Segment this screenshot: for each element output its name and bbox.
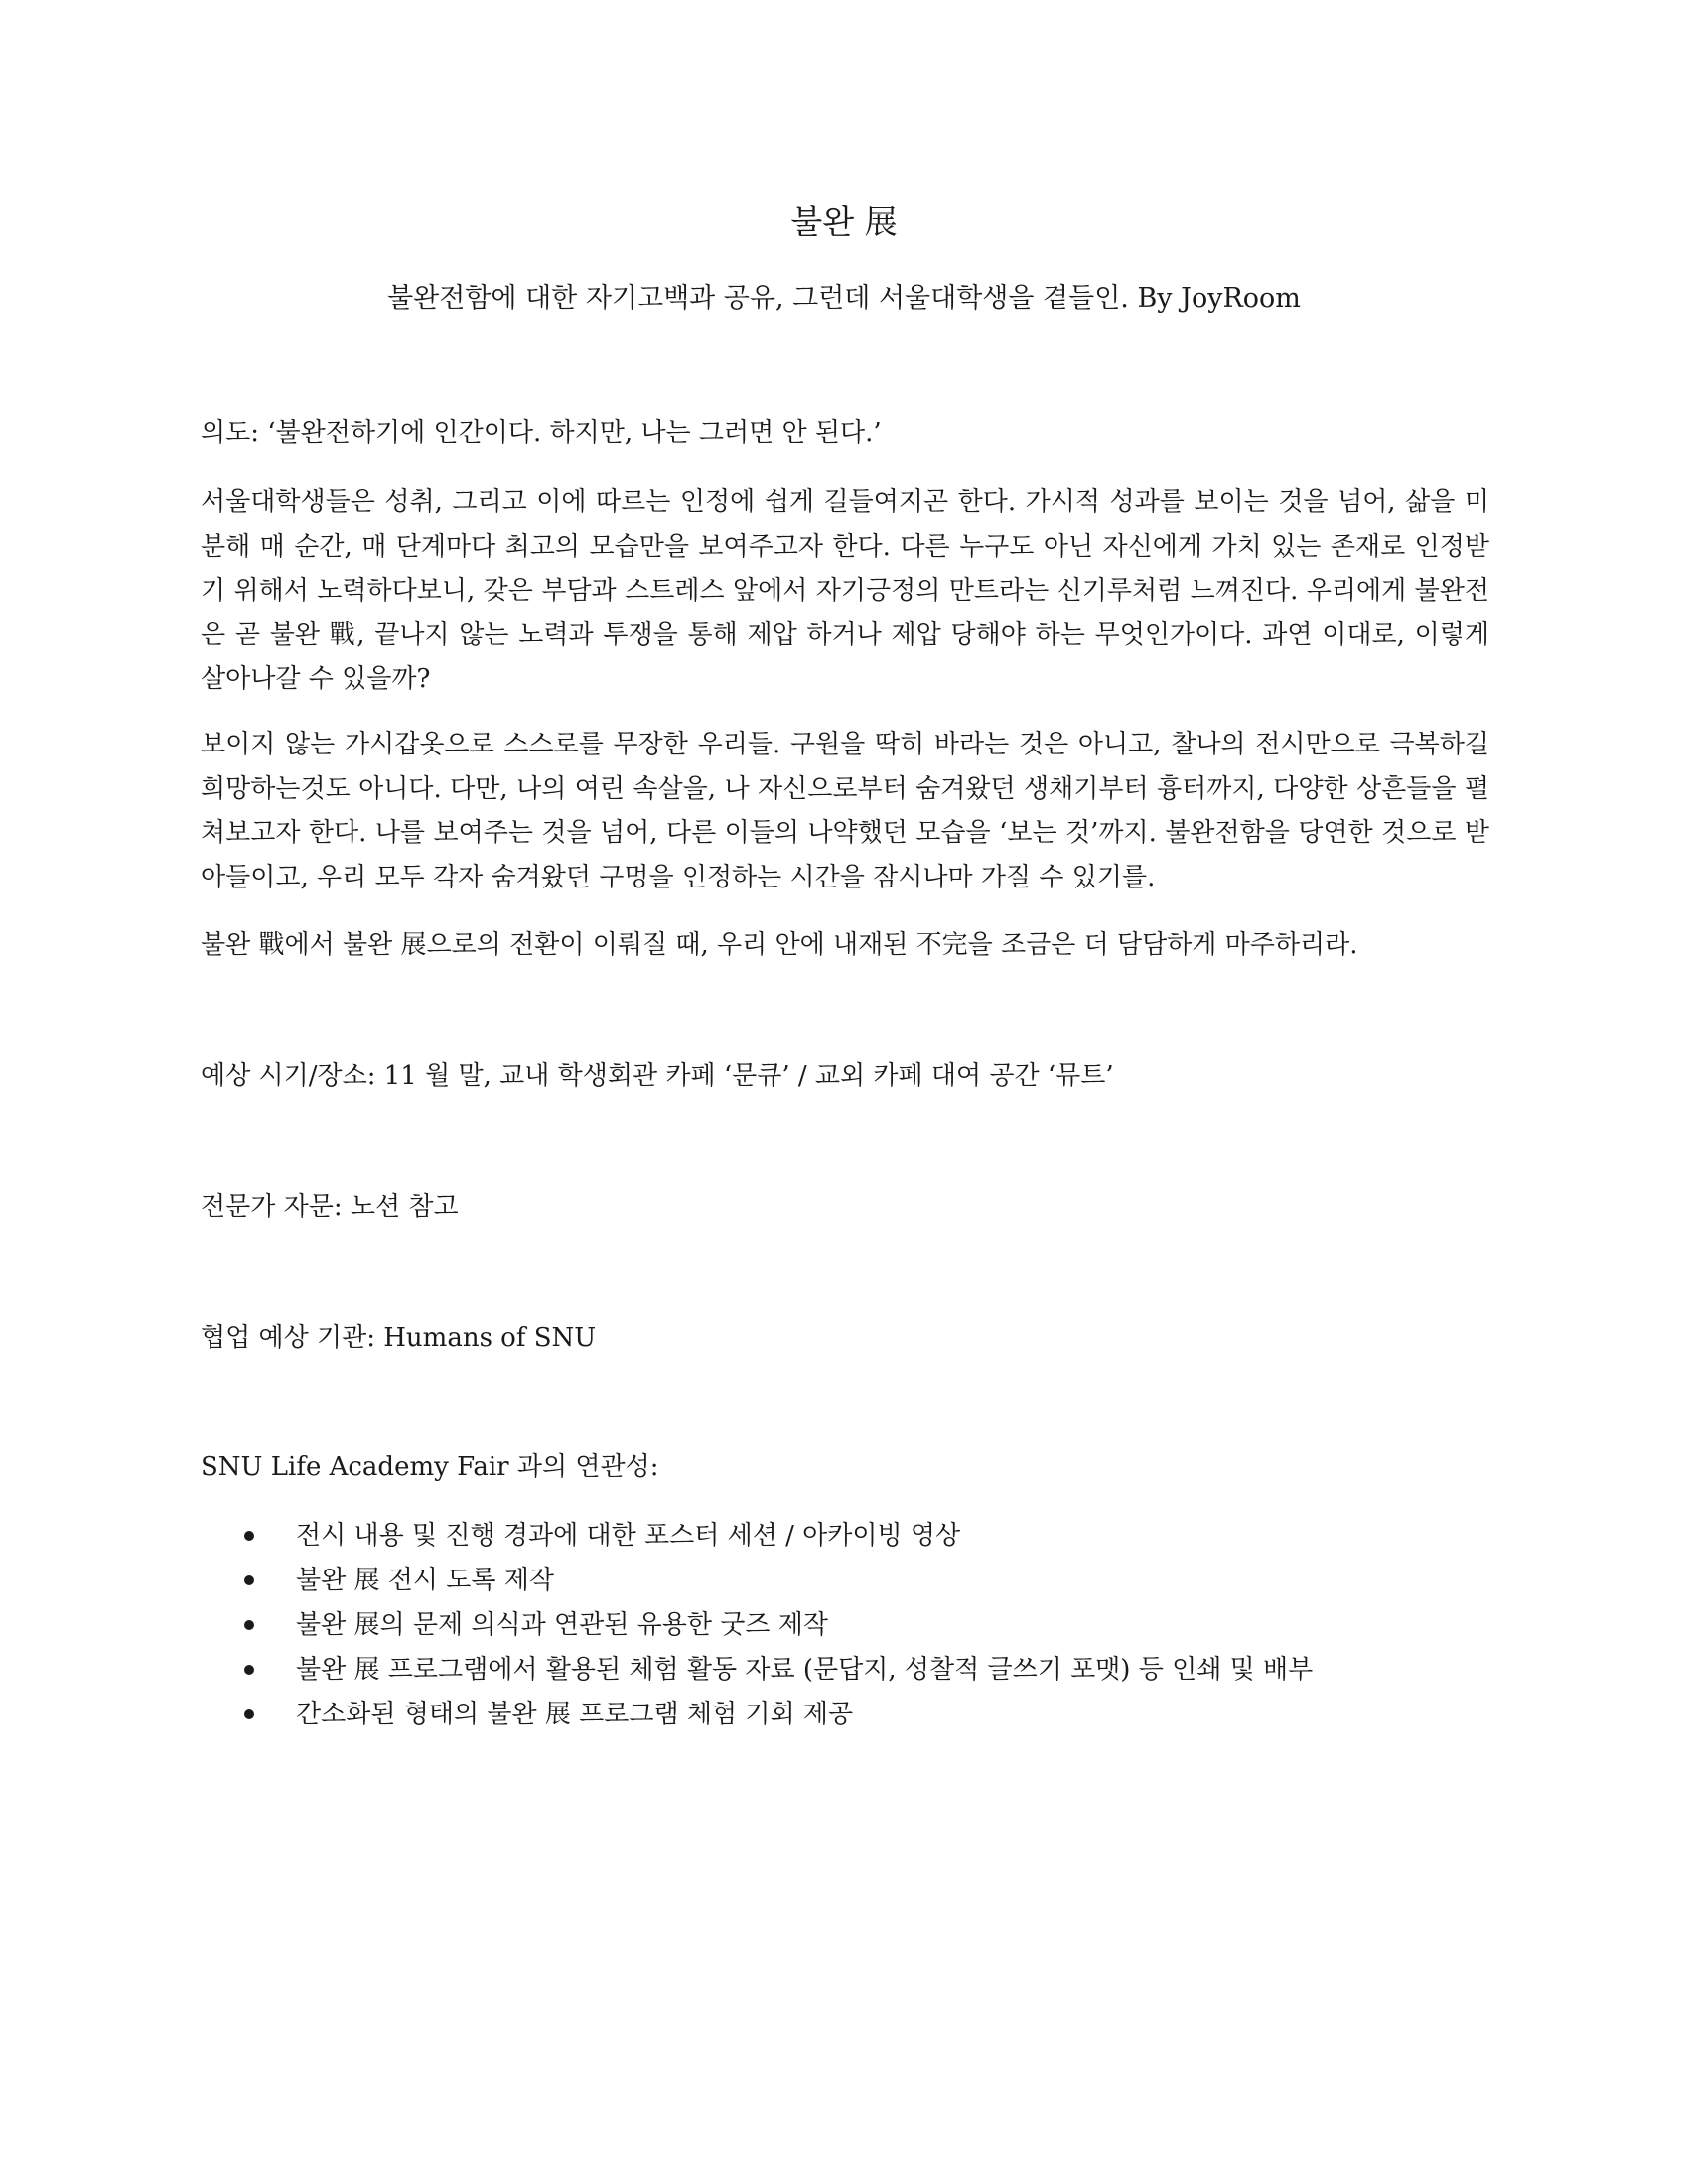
relevance-list (238, 1514, 1479, 1737)
paragraph-1: 서울대학생들은 성취, 그리고 이에 따르는 인정에 쉽게 길들여지곤 한다. 가시적 성과를 보이는 것을 넘어, 삶을 미분해 매 순간, 매 단계마다 최고의 모습만을 보여주고자 한다. 다른 누구도 아닌 자신에게 가치 있는 존재로 인정받기 위해서 노력하다보니, 갖은 부담과 스트레스 앞에서 자기긍정의 만트라는 신기루처럼 느껴진다. 우리에게 불완전은 곧 불완 戰, 끝나지 않는 노력과 투쟁을 통해 제압 하거나 제압 당해야 하는 무엇인가이다. 과연 이대로, 이렇게 살아나갈 수 있을까? (201, 487, 1489, 694)
list-item-text: 불완 展 프로그램에서 활용된 체험 활동 자료 (문답지, 성찰적 글쓰기 포맷) 등 인쇄 및 배부 (296, 1655, 1314, 1685)
list-item-text: 불완 展의 문제 의식과 연관된 유용한 굿즈 제작 (296, 1610, 828, 1640)
schedule-line: 예상 시기/장소: 11 월 말, 교내 학생회관 카페 ‘문큐’ / 교외 카페 대여 공간 ‘뮤트’ (201, 1061, 1114, 1091)
list-item (238, 1693, 1479, 1737)
document-title: 불완 展 (790, 203, 898, 241)
list-item-text: 간소화된 형태의 불완 展 프로그램 체험 기회 제공 (296, 1700, 854, 1729)
document-subtitle: 불완전함에 대한 자기고백과 공유, 그런데 서울대학생을 곁들인. By JoyRoom (387, 283, 1301, 314)
list-item (238, 1514, 1479, 1559)
bullet-icon (244, 1665, 254, 1675)
bullet-icon (244, 1620, 254, 1630)
list-item (238, 1603, 1479, 1648)
list-item-text: 전시 내용 및 진행 경과에 대한 포스터 세션 / 아카이빙 영상 (296, 1521, 961, 1551)
list-item (238, 1559, 1479, 1603)
relevance-heading: SNU Life Academy Fair 과의 연관성: (201, 1452, 659, 1482)
bullet-icon (244, 1575, 254, 1585)
expert-line: 전문가 자문: 노션 참고 (201, 1192, 459, 1222)
paragraph-2: 보이지 않는 가시갑옷으로 스스로를 무장한 우리들. 구원을 딱히 바라는 것은 아니고, 찰나의 전시만으로 극복하길 희망하는것도 아니다. 다만, 나의 여린 속살을, 나 자신으로부터 숨겨왔던 생채기부터 흉터까지, 다양한 상흔들을 펼쳐보고자 한다. 나를 보여주는 것을 넘어, 다른 이들의 나약했던 모습을 ‘보는 것’까지. 불완전함을 당연한 것으로 받아들이고, 우리 모두 각자 숨겨왔던 구멍을 인정하는 시간을 잠시나마 가질 수 있기를. (201, 730, 1489, 892)
list-item-text: 불완 展 전시 도록 제작 (296, 1566, 554, 1595)
intent-line: 의도: ‘불완전하기에 인간이다. 하지만, 나는 그러면 안 된다.’ (201, 418, 882, 448)
paragraph-3: 불완 戰에서 불완 展으로의 전환이 이뤄질 때, 우리 안에 내재된 不完을 조금은 더 담담하게 마주하리라. (201, 930, 1358, 960)
partner-line: 협업 예상 기관: Humans of SNU (201, 1323, 597, 1353)
list-item (238, 1648, 1479, 1693)
bullet-icon (244, 1709, 254, 1719)
bullet-icon (244, 1531, 254, 1541)
